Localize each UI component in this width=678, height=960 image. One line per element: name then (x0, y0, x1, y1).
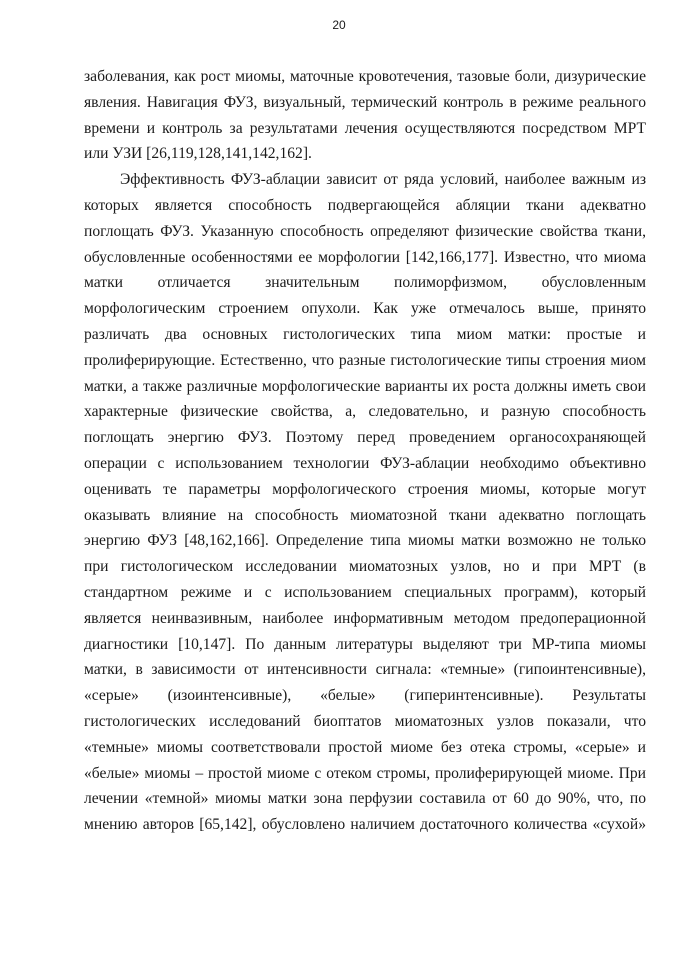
text-line: гистологических исследований биоптатов миоматозных узлов показали, что (84, 712, 646, 730)
text-line: операции с использованием технологии ФУЗ-аблации необходимо объективно (84, 454, 646, 472)
text-line: мнению авторов [65,142], обусловлено наличием достаточного количества «сухой» (84, 816, 646, 834)
text-line: матки, а также различные морфологические варианты их роста должны иметь свои (84, 377, 646, 395)
text-line: лечении «темной» миомы матки зона перфузии составила от 60 до 90%, что, по (84, 790, 646, 808)
text-line: оказывать влияние на способность миоматозной ткани адекватно поглощать (84, 506, 646, 524)
text-line: диагностики [10,147]. По данным литературы выделяют три МР-типа миомы (84, 635, 646, 653)
text-line: является неинвазивным, наиболее информативным методом предоперационной (84, 609, 646, 627)
text-line: матки отличается значительным полиморфизмом, обусловленным (84, 274, 646, 292)
text-line: энергию ФУЗ [48,162,166]. Определение типа миомы матки возможно не только (84, 532, 646, 550)
text-line: обусловленные особенностями ее морфологии [142,166,177]. Известно, что миома (84, 248, 646, 266)
text-line: «серые» (изоинтенсивные), «белые» (гиперинтенсивные). Результаты (84, 687, 646, 705)
text-line: поглощать энергию ФУЗ. Поэтому перед проведением органосохраняющей (84, 429, 646, 447)
text-line: матки, в зависимости от интенсивности сигнала: «темные» (гипоинтенсивные), (84, 661, 646, 679)
text-line: «темные» миомы соответствовали простой миоме без отека стромы, «серые» и (84, 738, 646, 756)
text-line: явления. Навигация ФУЗ, визуальный, термический контроль в режиме реального (84, 93, 646, 111)
text-line: поглощать ФУЗ. Указанную способность определяют физические свойства ткани, (84, 222, 646, 240)
text-line: Эффективность ФУЗ-аблации зависит от ряда условий, наиболее важным из (120, 171, 646, 189)
text-line: морфологическим строением опухоли. Как уже отмечалось выше, принято (84, 300, 646, 318)
text-line: заболевания, как рост миомы, маточные кровотечения, тазовые боли, дизурические (84, 68, 646, 85)
body-text (84, 64, 646, 838)
text-line: «белые» миомы – простой миоме с отеком стромы, пролиферирующей миоме. При (84, 764, 646, 782)
text-line: или УЗИ [26,119,128,141,142,162]. (84, 145, 312, 163)
page-number: 20 (332, 18, 346, 32)
text-line: при гистологическом исследовании миоматозных узлов, но и при МРТ (в (84, 558, 646, 576)
text-line: времени и контроль за результатами лечения осуществляются посредством МРТ (84, 119, 646, 137)
text-line: пролиферирующие. Естественно, что разные гистологические типы строения миом (84, 351, 646, 369)
text-line: оценивать те параметры морфологического строения миомы, которые могут (84, 480, 646, 498)
text-line: стандартном режиме и с использованием специальных программ), который (84, 583, 646, 601)
text-line: характерные физические свойства, а, следовательно, и разную способность (84, 403, 646, 421)
text-line: которых является способность подвергающейся абляции ткани адекватно (84, 196, 646, 214)
text-line: различать два основных гистологических типа миом матки: простые и (84, 325, 646, 343)
